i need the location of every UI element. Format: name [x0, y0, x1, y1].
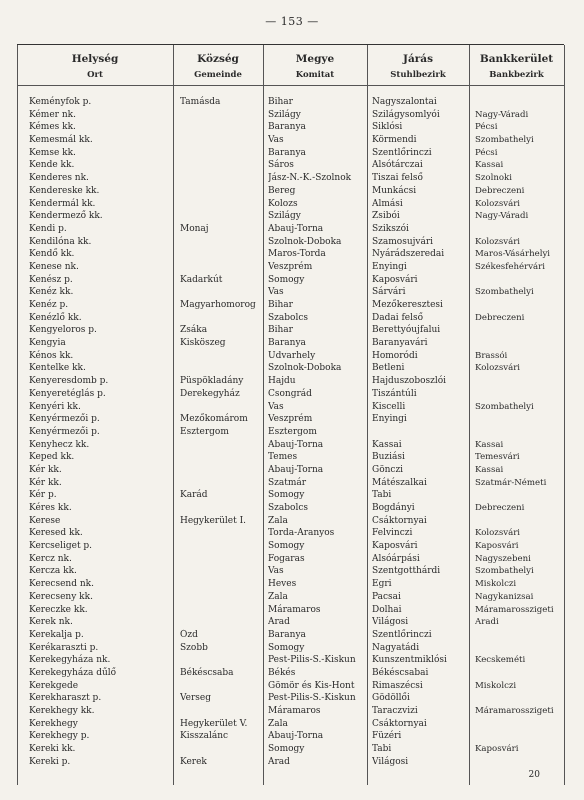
cell-bankkerulet: Maros-Vásárhelyi: [475, 249, 551, 260]
header-main: Bankkerület: [479, 53, 554, 65]
cell-bankkerulet: Kassai: [475, 464, 504, 475]
cell-helyseg: Kerekhegy kk.: [29, 706, 95, 716]
header-helyseg: [17, 51, 173, 83]
table-row: [17, 159, 564, 172]
cell-helyseg: Kemesmál kk.: [29, 135, 93, 146]
cell-kozseg: Derekegyház: [180, 388, 240, 399]
cell-bankkerulet: Kassai: [475, 160, 504, 171]
cell-megye: Abauj-Torna: [268, 439, 324, 450]
cell-jaras: Világosi: [372, 617, 409, 628]
header-sub: Komitat: [295, 70, 335, 80]
table-row: [17, 515, 564, 528]
cell-jaras: Felvinczi: [372, 528, 413, 539]
cell-helyseg: Kenyéri kk.: [29, 401, 81, 412]
cell-helyseg: Kenéz kk.: [29, 287, 74, 298]
header-main: Járás: [402, 53, 434, 65]
cell-kozseg: Békéscsaba: [180, 667, 234, 678]
cell-helyseg: Kerecseny kk.: [29, 591, 93, 602]
table-row: [17, 248, 564, 261]
cell-megye: Bihar: [268, 300, 293, 310]
cell-jaras: Szikszói: [372, 223, 409, 234]
cell-jaras: Bogdányi: [372, 503, 415, 513]
cell-jaras: Tabi: [372, 490, 392, 501]
cell-helyseg: Kenézlő kk.: [29, 312, 82, 323]
table-row: [17, 121, 564, 134]
header-main: Megye: [295, 53, 335, 65]
cell-helyseg: Keresed kk.: [29, 528, 83, 539]
cell-megye: Kolozs: [268, 198, 298, 209]
cell-bankkerulet: Kassai: [475, 439, 504, 450]
table-row: [17, 464, 564, 477]
cell-megye: Bereg: [268, 185, 296, 196]
cell-bankkerulet: Nagykanizsai: [475, 591, 534, 602]
cell-jaras: Nagyatádi: [372, 642, 420, 653]
table-row: [17, 223, 564, 236]
table-row: [17, 553, 564, 566]
cell-jaras: Siklósi: [372, 122, 403, 133]
header-sub: Bankbezirk: [489, 70, 544, 80]
table-row: [17, 362, 564, 375]
cell-megye: Somogy: [268, 490, 305, 501]
cell-helyseg: Kerékaraszti p.: [29, 642, 99, 653]
cell-jaras: Alsóárpási: [372, 553, 420, 564]
cell-jaras: Világosi: [372, 756, 409, 767]
cell-bankkerulet: Kaposvári: [475, 744, 519, 755]
cell-jaras: Rimaszécsi: [372, 680, 423, 691]
cell-jaras: Csáktornyai: [372, 515, 427, 526]
cell-helyseg: Kerekgede: [29, 680, 79, 691]
cell-bankkerulet: Nagy-Váradi: [475, 109, 529, 120]
cell-bankkerulet: Szombathelyi: [475, 135, 534, 146]
cell-bankkerulet: Máramarosszigeti: [475, 706, 554, 716]
cell-helyseg: Kerekharaszt p.: [29, 693, 102, 704]
cell-megye: Abauj-Torna: [268, 731, 324, 742]
table-row: [17, 388, 564, 401]
table-row: [17, 185, 564, 198]
cell-kozseg: Karád: [180, 490, 208, 501]
cell-megye: Veszprém: [268, 414, 313, 425]
table-row: [17, 413, 564, 426]
cell-helyseg: Kenyérmezői p.: [29, 426, 100, 437]
cell-jaras: Szentlőrinczi: [372, 629, 432, 640]
cell-megye: Torda-Aranyos: [268, 528, 335, 539]
cell-jaras: Szilágysomlyói: [372, 109, 440, 120]
cell-megye: Heves: [268, 579, 297, 590]
table-body: [17, 96, 564, 768]
cell-helyseg: Kénos kk.: [29, 350, 74, 361]
cell-bankkerulet: Szatmár-Németi: [475, 477, 547, 488]
cell-megye: Szabolcs: [268, 312, 308, 323]
table-row: [17, 718, 564, 731]
footer-number: 20: [528, 770, 540, 780]
table-row: [17, 680, 564, 693]
table-row: [17, 477, 564, 490]
cell-megye: Abauj-Torna: [268, 464, 324, 475]
table-row: [17, 667, 564, 680]
cell-kozseg: Monaj: [180, 223, 209, 234]
table-row: [17, 324, 564, 337]
cell-helyseg: Kendő kk.: [29, 249, 75, 260]
cell-jaras: Gödöllői: [372, 693, 410, 704]
cell-jaras: Tiszántúli: [372, 388, 417, 399]
cell-jaras: Csáktornyai: [372, 718, 427, 729]
cell-helyseg: Kendereske kk.: [29, 185, 100, 196]
cell-jaras: Berettyóujfalui: [372, 325, 441, 336]
table-row: [17, 451, 564, 464]
cell-jaras: Hajduszoboszlói: [372, 376, 447, 387]
cell-kozseg: Esztergom: [180, 426, 229, 437]
table-row: [17, 261, 564, 274]
cell-megye: Szilágy: [268, 109, 301, 120]
cell-helyseg: Kercseliget p.: [29, 541, 93, 552]
cell-megye: Szabolcs: [268, 503, 308, 513]
table-row: [17, 198, 564, 211]
cell-bankkerulet: Pécsi: [475, 122, 498, 133]
cell-helyseg: Kercza kk.: [29, 566, 77, 577]
cell-bankkerulet: Miskolczi: [475, 579, 517, 590]
cell-kozseg: Püspökladány: [180, 376, 244, 387]
table-row: [17, 337, 564, 350]
table-row: [17, 743, 564, 756]
header-bankkerulet: [469, 51, 564, 83]
cell-jaras: Sárvári: [372, 287, 406, 298]
header-main: Község: [197, 53, 239, 65]
cell-helyseg: Kereczke kk.: [29, 604, 88, 615]
cell-megye: Szatmár: [268, 477, 307, 488]
cell-jaras: Taraczvizi: [372, 706, 418, 716]
table-row: [17, 350, 564, 363]
cell-helyseg: Kendermező kk.: [29, 211, 103, 222]
cell-bankkerulet: Székesfehérvári: [475, 261, 546, 272]
cell-jaras: Mátészalkai: [372, 477, 427, 488]
cell-megye: Szolnok-Doboka: [268, 363, 342, 374]
cell-jaras: Enyingi: [372, 261, 407, 272]
cell-jaras: Buziási: [372, 452, 405, 463]
cell-kozseg: Ózd: [180, 629, 198, 640]
cell-jaras: Almási: [372, 198, 403, 209]
cell-bankkerulet: Kolozsvári: [475, 198, 521, 209]
cell-megye: Arad: [268, 756, 290, 767]
cell-jaras: Tiszai felső: [372, 173, 423, 184]
cell-helyseg: Kenderes nk.: [29, 173, 89, 184]
cell-bankkerulet: Szombathelyi: [475, 566, 534, 577]
cell-bankkerulet: Temesvári: [475, 452, 520, 463]
cell-kozseg: Kadarkút: [180, 274, 223, 285]
cell-megye: Vas: [268, 135, 284, 146]
cell-megye: Máramaros: [268, 604, 321, 615]
cell-megye: Szolnok-Doboka: [268, 236, 342, 247]
cell-megye: Vas: [268, 566, 284, 577]
table-row: [17, 604, 564, 617]
cell-helyseg: Kengyia: [29, 338, 66, 349]
cell-helyseg: Kerekegyháza nk.: [29, 655, 111, 666]
table-row: [17, 629, 564, 642]
table-row: [17, 134, 564, 147]
cell-megye: Vas: [268, 287, 284, 298]
cell-bankkerulet: Brassói: [475, 350, 508, 361]
cell-jaras: Kunszentmiklósi: [372, 655, 447, 666]
cell-kozseg: Magyarhomorog: [180, 300, 256, 310]
cell-kozseg: Kisköszeg: [180, 338, 226, 349]
cell-megye: Arad: [268, 617, 290, 628]
cell-jaras: Munkácsi: [372, 185, 417, 196]
cell-jaras: Gönczi: [372, 464, 404, 475]
cell-bankkerulet: Kolozsvári: [475, 363, 521, 374]
table-row: [17, 565, 564, 578]
cell-jaras: Betleni: [372, 363, 405, 374]
cell-helyseg: Kéres kk.: [29, 503, 72, 513]
cell-megye: Bihar: [268, 325, 293, 336]
cell-kozseg: Kisszalánc: [180, 731, 229, 742]
cell-kozseg: Verseg: [180, 693, 212, 704]
header-rule: [17, 85, 564, 86]
cell-jaras: Kaposvári: [372, 541, 418, 552]
cell-helyseg: Kereki kk.: [29, 744, 76, 755]
cell-helyseg: Kerese: [29, 515, 61, 526]
cell-kozseg: Hegykerület V.: [180, 718, 248, 729]
cell-jaras: Füzéri: [372, 731, 402, 742]
table-row: [17, 312, 564, 325]
cell-bankkerulet: Debreczeni: [475, 503, 525, 513]
cell-helyseg: Kerekhegy: [29, 718, 78, 729]
table-row: [17, 375, 564, 388]
cell-bankkerulet: Miskolczi: [475, 680, 517, 691]
cell-helyseg: Kerek nk.: [29, 617, 73, 628]
header-main: Helység: [71, 53, 119, 65]
header-sub: Stuhlbezirk: [390, 70, 446, 80]
cell-helyseg: Kenéz p.: [29, 300, 69, 310]
cell-jaras: Enyingi: [372, 414, 407, 425]
table-row: [17, 756, 564, 769]
cell-helyseg: Kér kk.: [29, 477, 62, 488]
table-row: [17, 439, 564, 452]
cell-helyseg: Kenese nk.: [29, 261, 79, 272]
cell-helyseg: Kemse kk.: [29, 147, 76, 158]
cell-megye: Zala: [268, 718, 288, 729]
cell-jaras: Nyárádszeredai: [372, 249, 445, 260]
cell-jaras: Tabi: [372, 744, 392, 755]
cell-helyseg: Kerekalja p.: [29, 629, 84, 640]
table-row: [17, 299, 564, 312]
cell-helyseg: Kémes kk.: [29, 122, 76, 133]
cell-helyseg: Kerekegyháza dűlő: [29, 667, 117, 678]
cell-bankkerulet: Nagy-Váradi: [475, 211, 529, 222]
cell-megye: Hajdu: [268, 376, 296, 387]
table-row: [17, 591, 564, 604]
cell-helyseg: Kenész p.: [29, 274, 73, 285]
cell-jaras: Dadai felső: [372, 312, 424, 323]
cell-kozseg: Tamásda: [180, 97, 221, 107]
cell-bankkerulet: Kecskeméti: [475, 655, 526, 666]
cell-bankkerulet: Aradi: [475, 617, 499, 628]
table-row: [17, 401, 564, 414]
header-jaras: [367, 51, 469, 83]
cell-megye: Zala: [268, 515, 288, 526]
cell-jaras: Körmendi: [372, 135, 417, 146]
cell-megye: Csongrád: [268, 388, 312, 399]
cell-megye: Somogy: [268, 642, 305, 653]
table-row: [17, 286, 564, 299]
cell-megye: Sáros: [268, 160, 294, 171]
cell-megye: Baranya: [268, 629, 306, 640]
cell-megye: Szilágy: [268, 211, 301, 222]
cell-helyseg: Kér p.: [29, 490, 57, 501]
cell-megye: Pest-Pilis-S.-Kiskun: [268, 693, 356, 704]
cell-helyseg: Keped kk.: [29, 452, 75, 463]
cell-megye: Pest-Pilis-S.-Kiskun: [268, 655, 356, 666]
cell-megye: Baranya: [268, 122, 306, 133]
cell-jaras: Homoródi: [372, 350, 418, 361]
table-row: [17, 96, 564, 109]
cell-jaras: Kaposvári: [372, 274, 418, 285]
cell-megye: Gömör és Kis-Hont: [268, 680, 355, 691]
cell-megye: Bihar: [268, 97, 293, 107]
table-row: [17, 502, 564, 515]
cell-megye: Baranya: [268, 147, 306, 158]
table-row: [17, 692, 564, 705]
cell-megye: Vas: [268, 401, 284, 412]
cell-bankkerulet: Kolozsvári: [475, 528, 521, 539]
cell-bankkerulet: Kolozsvári: [475, 236, 521, 247]
cell-kozseg: Mezőkomárom: [180, 414, 248, 425]
cell-bankkerulet: Nagyszebeni: [475, 553, 531, 564]
table-row: [17, 654, 564, 667]
table-row: [17, 705, 564, 718]
cell-megye: Zala: [268, 591, 288, 602]
cell-helyseg: Keményfok p.: [29, 97, 92, 107]
page-number: — 153 —: [265, 15, 319, 28]
cell-jaras: Pacsai: [372, 591, 401, 602]
cell-megye: Esztergom: [268, 426, 317, 437]
table-row: [17, 527, 564, 540]
table-row: [17, 210, 564, 223]
cell-jaras: Nagyszalontai: [372, 97, 437, 107]
cell-helyseg: Kende kk.: [29, 160, 75, 171]
cell-kozseg: Szobb: [180, 642, 208, 653]
cell-bankkerulet: Szolnoki: [475, 173, 513, 184]
gazetteer-table: [17, 44, 564, 785]
table-row: [17, 426, 564, 439]
cell-jaras: Dolhai: [372, 604, 402, 615]
cell-jaras: Kassai: [372, 439, 402, 450]
cell-kozseg: Hegykerület I.: [180, 515, 246, 526]
cell-bankkerulet: Debreczeni: [475, 185, 525, 196]
cell-megye: Abauj-Torna: [268, 223, 324, 234]
cell-jaras: Szentgotthárdi: [372, 566, 441, 577]
cell-bankkerulet: Debreczeni: [475, 312, 525, 323]
header-megye: [263, 51, 367, 83]
cell-helyseg: Kendilóna kk.: [29, 236, 92, 247]
header-kozseg: [173, 51, 263, 83]
cell-megye: Veszprém: [268, 261, 313, 272]
header-sub: Gemeinde: [194, 70, 242, 80]
cell-megye: Máramaros: [268, 706, 321, 716]
cell-megye: Békés: [268, 667, 296, 678]
cell-megye: Somogy: [268, 274, 305, 285]
cell-helyseg: Kercz nk.: [29, 553, 72, 564]
table-row: [17, 642, 564, 655]
cell-bankkerulet: Pécsi: [475, 147, 498, 158]
cell-helyseg: Kengyeloros p.: [29, 325, 97, 336]
table-row: [17, 489, 564, 502]
cell-jaras: Baranyavári: [372, 338, 428, 349]
cell-helyseg: Kenyeresdomb p.: [29, 376, 109, 387]
cell-jaras: Egri: [372, 579, 392, 590]
cell-helyseg: Kerekhegy p.: [29, 731, 90, 742]
cell-jaras: Szentlőrinczi: [372, 147, 432, 158]
cell-megye: Jász-N.-K.-Szolnok: [268, 173, 352, 184]
cell-helyseg: Kendermál kk.: [29, 198, 96, 209]
cell-bankkerulet: Szombathelyi: [475, 287, 534, 298]
cell-megye: Baranya: [268, 338, 306, 349]
cell-kozseg: Zsáka: [180, 325, 208, 336]
cell-megye: Somogy: [268, 744, 305, 755]
cell-kozseg: Kerek: [180, 756, 207, 767]
cell-jaras: Alsótárczai: [372, 160, 423, 171]
cell-helyseg: Kenyhecz kk.: [29, 439, 90, 450]
cell-helyseg: Kentelke kk.: [29, 363, 86, 374]
cell-jaras: Szamosujvári: [372, 236, 434, 247]
table-row: [17, 578, 564, 591]
cell-megye: Fogaras: [268, 553, 305, 564]
cell-helyseg: Kémer nk.: [29, 109, 76, 120]
cell-megye: Temes: [268, 452, 298, 463]
cell-jaras: Békéscsabai: [372, 667, 429, 678]
cell-megye: Maros-Torda: [268, 249, 326, 260]
table-row: [17, 147, 564, 160]
cell-helyseg: Kereki p.: [29, 756, 71, 767]
cell-helyseg: Kenyérmezői p.: [29, 414, 100, 425]
cell-helyseg: Kér kk.: [29, 464, 62, 475]
table-row: [17, 236, 564, 249]
table-row: [17, 540, 564, 553]
cell-helyseg: Kendi p.: [29, 223, 67, 234]
header-sub: Ort: [87, 70, 103, 80]
cell-megye: Somogy: [268, 541, 305, 552]
table-row: [17, 172, 564, 185]
cell-jaras: Kiscelli: [372, 401, 406, 412]
table-row: [17, 730, 564, 743]
cell-bankkerulet: Szombathelyi: [475, 401, 534, 412]
table-row: [17, 109, 564, 122]
cell-megye: Udvarhely: [268, 350, 316, 361]
table-row: [17, 274, 564, 287]
cell-bankkerulet: Máramarosszigeti: [475, 604, 554, 615]
cell-jaras: Zsibói: [372, 211, 400, 222]
cell-bankkerulet: Kaposvári: [475, 541, 519, 552]
table-row: [17, 616, 564, 629]
cell-helyseg: Kerecsend nk.: [29, 579, 94, 590]
cell-jaras: Mezőkeresztesi: [372, 300, 443, 310]
column-rule: [564, 45, 565, 785]
cell-helyseg: Kenyeretéglás p.: [29, 388, 106, 399]
